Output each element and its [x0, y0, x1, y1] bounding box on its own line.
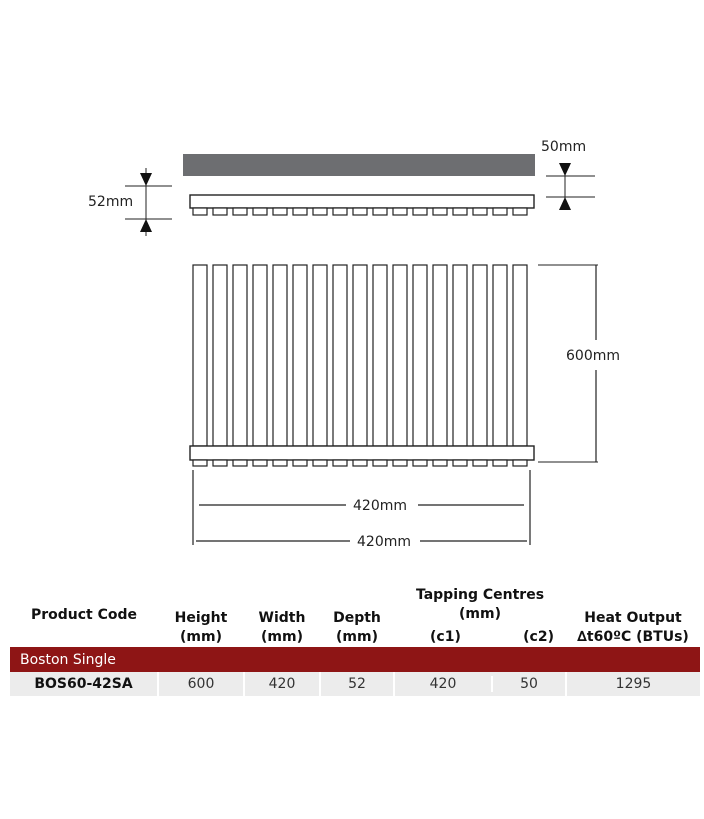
- front-view-tube-foot: [513, 460, 527, 466]
- front-view-tube: [233, 265, 247, 446]
- header-tapping-sub: [394, 628, 566, 647]
- front-view-tube: [433, 265, 447, 446]
- top-view-tube: [373, 208, 387, 215]
- spec-table: [10, 583, 700, 696]
- front-view-tube-foot: [193, 460, 207, 466]
- front-view-tube: [293, 265, 307, 446]
- top-view-tube: [313, 208, 327, 215]
- front-view-tube-foot: [313, 460, 327, 466]
- cell-depth: 52: [320, 672, 394, 696]
- top-view-wall-bar: [183, 154, 535, 176]
- top-view-rail: [190, 195, 534, 208]
- front-view-tube: [493, 265, 507, 446]
- front-view-tube: [313, 265, 327, 446]
- table-header-row: [10, 583, 700, 647]
- front-view-tube: [413, 265, 427, 446]
- arrow-down-icon: [140, 173, 152, 186]
- dimension-600mm: [538, 265, 620, 462]
- top-view-tube-row: [193, 208, 527, 215]
- cell-product-code: BOS60-42SA: [10, 672, 158, 696]
- header-heat-output: Heat Output ∆t60ºC (BTUs): [577, 610, 689, 645]
- front-view-tube-foot: [393, 460, 407, 466]
- front-view-tube-foot: [413, 460, 427, 466]
- header-height: Height (mm): [174, 610, 228, 645]
- top-view-tube: [333, 208, 347, 215]
- header-product-code: Product Code: [30, 606, 138, 623]
- front-view-tube-foot: [433, 460, 447, 466]
- front-view-tube: [373, 265, 387, 446]
- header-width: Width (mm): [258, 610, 306, 645]
- top-view-tube: [353, 208, 367, 215]
- front-view-tube-foot: [473, 460, 487, 466]
- header-tapping-title: Tapping Centres (mm): [415, 587, 545, 622]
- arrow-down-icon: [559, 163, 571, 176]
- dimension-label-600mm: 600mm: [566, 348, 620, 364]
- front-view-tube-foot: [373, 460, 387, 466]
- cell-c2: 50: [491, 676, 565, 692]
- dimension-52mm: [88, 168, 172, 236]
- top-view-tube: [273, 208, 287, 215]
- section-row: [10, 647, 700, 672]
- front-view-tube-foot: [293, 460, 307, 466]
- top-view-tube: [213, 208, 227, 215]
- top-view-tube: [473, 208, 487, 215]
- top-view-tube: [493, 208, 507, 215]
- front-view-tube: [273, 265, 287, 446]
- arrow-up-icon: [140, 219, 152, 232]
- front-view-tube: [513, 265, 527, 446]
- top-view-tube: [453, 208, 467, 215]
- header-depth: Depth (mm): [333, 610, 381, 645]
- cell-heat-output: 1295: [566, 672, 700, 696]
- front-view-tube: [453, 265, 467, 446]
- top-view-tube: [433, 208, 447, 215]
- section-title: Boston Single: [10, 647, 700, 672]
- dimension-label-420mm-lower: 420mm: [357, 534, 411, 550]
- front-view-tube: [473, 265, 487, 446]
- dimension-label-50mm: 50mm: [541, 139, 587, 155]
- dimension-label-52mm: 52mm: [88, 194, 134, 210]
- front-view-tube: [393, 265, 407, 446]
- front-view-rail: [190, 446, 534, 460]
- cell-height: 600: [158, 672, 244, 696]
- header-c2: (c2): [523, 629, 554, 645]
- cell-c1: 420: [429, 676, 457, 692]
- cell-width: 420: [244, 672, 320, 696]
- header-c1: (c1): [430, 629, 461, 645]
- front-view-tube: [253, 265, 267, 446]
- front-view-tube-feet: [193, 460, 527, 466]
- front-view-tube-foot: [213, 460, 227, 466]
- front-view-tube-foot: [333, 460, 347, 466]
- top-view-tube: [393, 208, 407, 215]
- dimension-50mm: [541, 139, 595, 210]
- front-view-tube-foot: [233, 460, 247, 466]
- front-view-tube-foot: [493, 460, 507, 466]
- front-view-tube-foot: [453, 460, 467, 466]
- dimension-label-420mm-upper: 420mm: [353, 498, 407, 514]
- cell-tapping: [394, 672, 566, 696]
- top-view-tube: [293, 208, 307, 215]
- front-view-tube: [353, 265, 367, 446]
- front-view-tube-foot: [253, 460, 267, 466]
- dimension-420mm-lower: [196, 534, 527, 550]
- top-view-tube: [193, 208, 207, 215]
- front-view-tube: [333, 265, 347, 446]
- header-tapping-centres: [394, 583, 566, 647]
- front-view-tube: [193, 265, 207, 446]
- front-view-tube-foot: [353, 460, 367, 466]
- table-row: [10, 672, 700, 696]
- arrow-up-icon: [559, 197, 571, 210]
- top-view-tube: [233, 208, 247, 215]
- front-view-tube-row: [193, 265, 527, 446]
- front-view-tube-foot: [273, 460, 287, 466]
- top-view-tube: [413, 208, 427, 215]
- top-view-tube: [253, 208, 267, 215]
- top-view-tube: [513, 208, 527, 215]
- front-view-tube: [213, 265, 227, 446]
